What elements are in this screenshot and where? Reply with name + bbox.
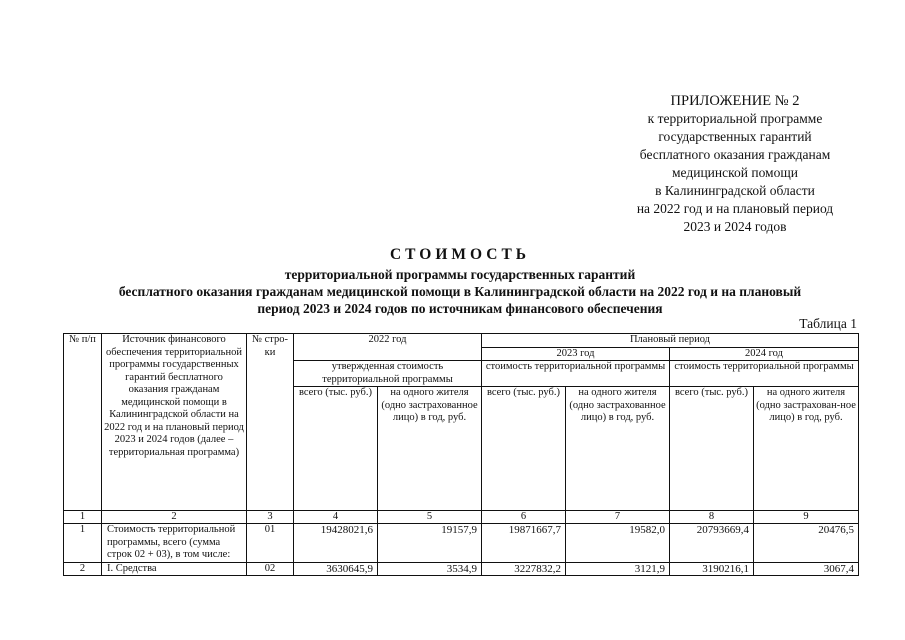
column-number-cell: 2 xyxy=(102,511,247,524)
row-total-2023: 3227832,2 xyxy=(482,562,566,576)
document-title-main: СТОИМОСТЬ xyxy=(389,246,531,263)
row-per-capita-2023: 19582,0 xyxy=(566,524,670,563)
table-caption: Таблица 1 xyxy=(799,316,857,331)
table-row xyxy=(64,524,859,563)
column-number-cell: 7 xyxy=(566,511,670,524)
row-number: 2 xyxy=(64,562,102,576)
appendix-line: к территориальной программе xyxy=(647,111,823,126)
header-cell-2024: 2024 год xyxy=(670,347,859,361)
header-cell-per-capita-2022: на одного жителя (одно застрахованное лицо) в год, руб. xyxy=(378,387,482,511)
appendix-line: бесплатного оказания гражданам xyxy=(639,147,831,162)
row-per-capita-2022: 3534,9 xyxy=(378,562,482,576)
document-title-line: период 2023 и 2024 годов по источникам финансового обеспечения xyxy=(257,301,663,316)
header-cell-cost-2023: стоимость территориальной программы xyxy=(482,361,670,387)
document-title-line: бесплатного оказания гражданам медицинской помощи в Калининградской области на 2022 год и на плановый xyxy=(118,284,802,299)
header-cell-no: № п/п xyxy=(64,334,102,511)
header-cell-row-no: № стро-ки xyxy=(247,334,294,511)
row-source: Стоимость территориальной программы, всего (сумма строк 02 + 03), в том числе: xyxy=(102,524,247,563)
row-per-capita-2023: 3121,9 xyxy=(566,562,670,576)
column-number-cell: 8 xyxy=(670,511,754,524)
document-title-line: территориальной программы государственных гарантий xyxy=(284,267,636,282)
row-total-2022: 19428021,6 xyxy=(294,524,378,563)
header-cell-approved-cost: утвержденная стоимость территориальной программы xyxy=(294,361,482,387)
column-number-cell: 6 xyxy=(482,511,566,524)
table-row xyxy=(64,562,859,576)
column-number-cell: 4 xyxy=(294,511,378,524)
header-cell-2023: 2023 год xyxy=(482,347,670,361)
document-title xyxy=(40,246,880,317)
row-code: 01 xyxy=(247,524,294,563)
header-cell-total-2022: всего (тыс. руб.) xyxy=(294,387,378,511)
row-total-2023: 19871667,7 xyxy=(482,524,566,563)
column-number-cell: 3 xyxy=(247,511,294,524)
header-cell-2022: 2022 год xyxy=(294,334,482,361)
header-cell-total-2023: всего (тыс. руб.) xyxy=(482,387,566,511)
appendix-header xyxy=(600,92,870,236)
row-total-2022: 3630645,9 xyxy=(294,562,378,576)
header-cell-source: Источник финансового обеспечения территориальной программы государственных гарантий бесплатного оказания гражданам медицинской помощи в Калининградской области на 2022 год и на плановый период 2023 и 2024 годов (далее – территориальная программа) xyxy=(102,334,247,511)
appendix-title: ПРИЛОЖЕНИЕ № 2 xyxy=(670,93,800,109)
column-number-cell: 5 xyxy=(378,511,482,524)
appendix-line: медицинской помощи xyxy=(672,165,798,180)
row-number: 1 xyxy=(64,524,102,563)
column-number-cell: 9 xyxy=(754,511,859,524)
header-row xyxy=(64,334,859,348)
row-per-capita-2024: 3067,4 xyxy=(754,562,859,576)
column-number-cell: 1 xyxy=(64,511,102,524)
row-per-capita-2024: 20476,5 xyxy=(754,524,859,563)
header-cell-cost-2024: стоимость территориальной программы xyxy=(670,361,859,387)
row-source: I. Средства xyxy=(102,562,247,576)
header-cell-total-2024: всего (тыс. руб.) xyxy=(670,387,754,511)
appendix-line: 2023 и 2024 годов xyxy=(683,219,787,234)
header-cell-per-capita-2024: на одного жителя (одно застрахован-ное лицо) в год, руб. xyxy=(754,387,859,511)
header-cell-per-capita-2023: на одного жителя (одно застрахованное лицо) в год, руб. xyxy=(566,387,670,511)
header-cell-planned-period: Плановый период xyxy=(482,334,859,348)
appendix-line: в Калининградской области xyxy=(655,183,815,198)
row-total-2024: 3190216,1 xyxy=(670,562,754,576)
column-number-row xyxy=(64,511,859,524)
row-total-2024: 20793669,4 xyxy=(670,524,754,563)
row-code: 02 xyxy=(247,562,294,576)
financing-table xyxy=(63,333,859,576)
row-per-capita-2022: 19157,9 xyxy=(378,524,482,563)
appendix-line: государственных гарантий xyxy=(658,129,812,144)
appendix-line: на 2022 год и на плановый период xyxy=(636,201,834,216)
